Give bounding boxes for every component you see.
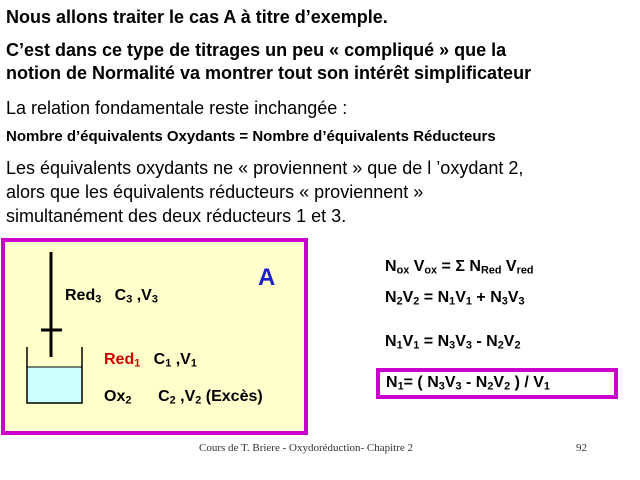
equation-expanded: $N_2V_2 = N_1V_1 + N_3V_3$	[385, 289, 525, 308]
context-line-1: C’est dans ce type de titrages un peu « compliqué » que la	[6, 40, 507, 60]
paragraph-line-2: alors que les équivalents réducteurs « proviennent »	[6, 182, 424, 202]
paragraph-line-3: simultanément des deux réducteurs 1 et 3.	[6, 206, 347, 226]
case-label: A	[258, 264, 276, 291]
relation-line: La relation fondamentale reste inchangée :	[6, 98, 348, 118]
result-equation-box	[376, 368, 618, 399]
context-line-2: notion de Normalité va montrer tout son intérêt simplificateur	[6, 63, 532, 83]
equivalence-statement: Nombre d’équivalents Oxydants = Nombre d’équivalents Réducteurs	[6, 128, 496, 145]
flask-liquid	[27, 367, 82, 403]
flask-oxidant-label: $Ox_2$ $C_2$ $,V_2$ (Excès)	[104, 388, 263, 407]
titration-diagram	[1, 238, 308, 435]
equation-general: $N_{ox}$ $V_{ox} = \Sigma$ $N_{Red}$ $V_{red}$	[385, 258, 534, 277]
footer-caption: Cours de T. Briere - Oxydoréduction- Chapitre 2	[199, 442, 414, 454]
equation-rearranged: $N_1V_1 = N_3V_3 - N_2V_2$	[385, 333, 521, 352]
equation-result: $N_1=$ ( $N_3V_3 - N_2V_2$ ) / $V_1$	[386, 374, 550, 393]
paragraph-line-1: Les équivalents oxydants ne « proviennent » que de l ’oxydant 2,	[6, 158, 524, 178]
intro-line: Nous allons traiter le cas A à titre d’exemple.	[6, 7, 388, 27]
burette-label: Red$_3$ $C_3$ $,V_3$	[65, 287, 158, 306]
page-number: 92	[576, 442, 587, 454]
flask-reducer-label: Red$_1$ $C_1$ $,V_1$	[104, 351, 197, 370]
